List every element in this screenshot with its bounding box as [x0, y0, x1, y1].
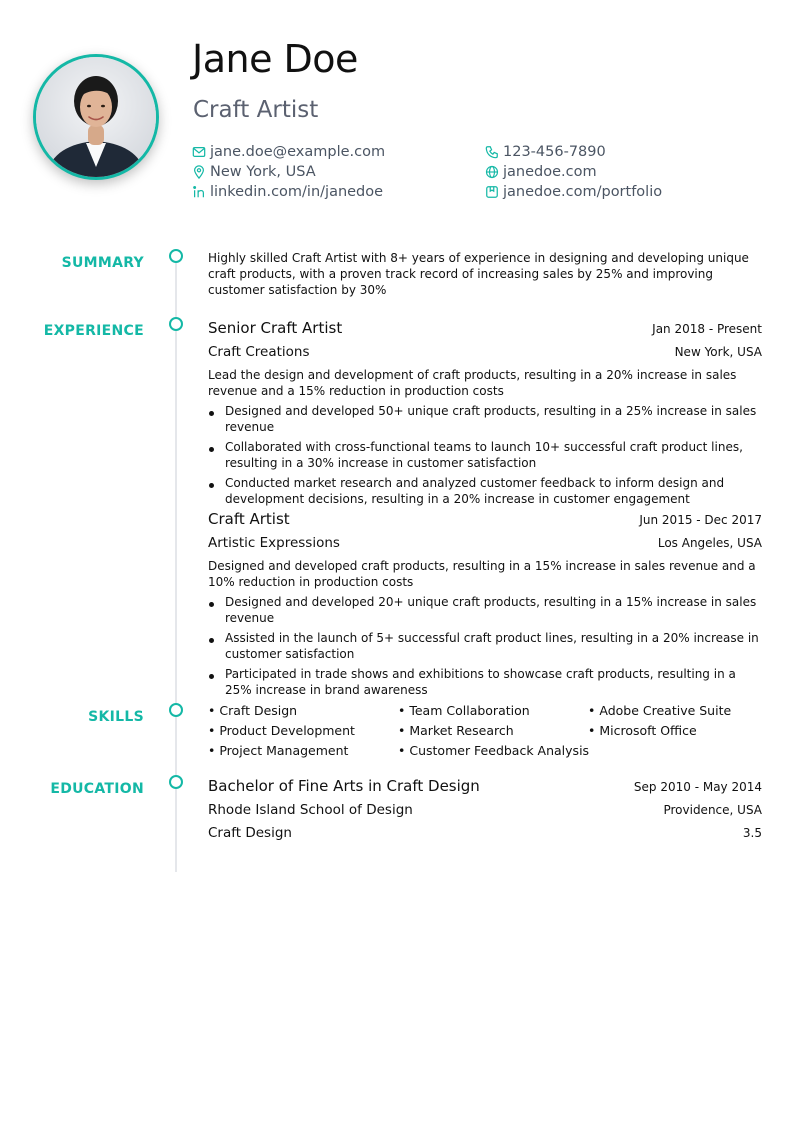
job-dates: Jan 2018 - Present [652, 322, 762, 336]
job-description: Lead the design and development of craft products, resulting in a 20% increase in sales revenue and a 15% reduction in production costs [208, 368, 737, 398]
skill-item: • Customer Feedback Analysis [398, 743, 588, 759]
mail-icon [192, 145, 206, 159]
timeline-dot-skills [169, 703, 183, 717]
contact-website-text: janedoe.com [503, 164, 597, 180]
contact-website[interactable] [485, 162, 597, 182]
education-school: Rhode Island School of Design [208, 802, 413, 818]
job-title: Craft Artist [208, 510, 290, 528]
summary-section [208, 250, 762, 298]
job-location: Los Angeles, USA [657, 536, 762, 550]
education-gpa: 3.5 [742, 826, 762, 840]
education-heading: EDUCATION [50, 781, 144, 797]
job-bullet: Collaborated with cross-functional teams to launch 10+ successful craft product lines, resulting in a 30% increase in customer satisfaction [208, 439, 762, 471]
contact-email-text: jane.doe@example.com [210, 144, 386, 160]
map-pin-icon [192, 165, 206, 179]
job-bullets [208, 594, 762, 698]
skill-item: • Team Collaboration [398, 703, 588, 719]
contact-portfolio[interactable] [485, 182, 662, 202]
skill-item: • Product Development [208, 723, 398, 739]
skill-item: • Project Management [208, 743, 398, 759]
skill-item: • Market Research [398, 723, 588, 739]
education-location: Providence, USA [663, 803, 762, 817]
timeline-dot-summary [169, 249, 183, 263]
job-description: Designed and developed craft products, resulting in a 15% increase in sales revenue and a 10% reduction in production costs [208, 559, 756, 589]
skill-item: • Microsoft Office [588, 723, 768, 739]
job-bullets [208, 403, 762, 507]
job-company: Craft Creations [208, 344, 310, 360]
contact-email[interactable] [192, 142, 385, 162]
education-dates: Sep 2010 - May 2014 [633, 780, 762, 794]
timeline-dot-education [169, 775, 183, 789]
summary-text: Highly skilled Craft Artist with 8+ years of experience in designing and developing unique craft products, with a proven track record of increasing sales by 25% and improving customer satisfaction by 30% [208, 251, 749, 297]
contact-portfolio-text: janedoe.com/portfolio [503, 184, 663, 200]
skills-list [208, 703, 768, 759]
phone-icon [485, 145, 499, 159]
education-field: Craft Design [208, 825, 292, 841]
skill-item: • Adobe Creative Suite [588, 703, 768, 719]
job-bullet: Conducted market research and analyzed customer feedback to inform design and development decisions, resulting in a 20% increase in customer engagement [208, 475, 762, 507]
summary-heading: SUMMARY [61, 255, 144, 271]
candidate-title: Craft Artist [193, 97, 319, 123]
education-degree: Bachelor of Fine Arts in Craft Design [208, 777, 480, 795]
job-title: Senior Craft Artist [208, 319, 343, 337]
job-bullet: Designed and developed 50+ unique craft products, resulting in a 25% increase in sales revenue [208, 403, 762, 435]
timeline-dot-experience [169, 317, 183, 331]
contact-phone-text: 123-456-7890 [503, 144, 606, 160]
education-entry [208, 777, 762, 845]
job-bullet: Assisted in the launch of 5+ successful craft product lines, resulting in a 20% increase in customer satisfaction [208, 630, 762, 662]
candidate-name: Jane Doe [192, 37, 358, 81]
contact-linkedin[interactable] [192, 182, 383, 202]
contact-location-text: New York, USA [210, 164, 316, 180]
globe-icon [485, 165, 499, 179]
job-bullet: Participated in trade shows and exhibitions to showcase craft products, resulting in a 25% increase in brand awareness [208, 666, 762, 698]
contact-linkedin-text: linkedin.com/in/janedoe [210, 184, 384, 200]
job-entry [208, 319, 762, 507]
job-location: New York, USA [674, 345, 762, 359]
skills-heading: SKILLS [88, 709, 144, 725]
job-entry [208, 510, 762, 698]
contact-phone[interactable] [485, 142, 606, 162]
job-bullet: Designed and developed 20+ unique craft products, resulting in a 15% increase in sales revenue [208, 594, 762, 626]
profile-photo [33, 54, 159, 180]
experience-heading: EXPERIENCE [43, 323, 144, 339]
contact-location [192, 162, 316, 182]
linkedin-icon [192, 185, 206, 199]
job-company: Artistic Expressions [208, 535, 340, 551]
portfolio-icon [485, 185, 499, 199]
job-dates: Jun 2015 - Dec 2017 [639, 513, 762, 527]
skill-item: • Craft Design [208, 703, 398, 719]
